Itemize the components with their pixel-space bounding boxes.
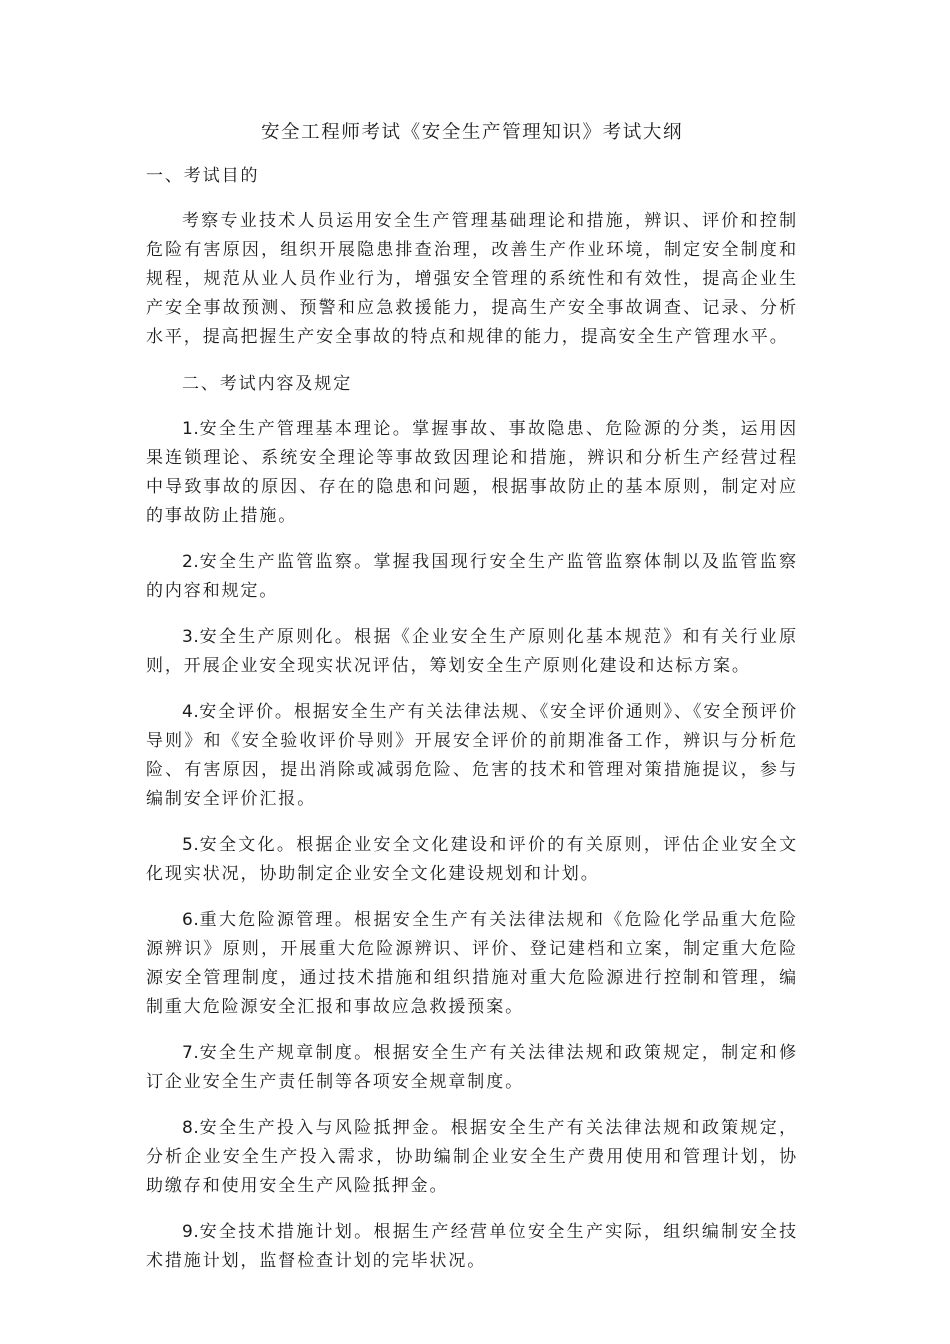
item-number: 5.: [182, 835, 200, 855]
item-text: 安全生产规章制度。根据安全生产有关法律法规和政策规定，制定和修订企业安全生产责任制等各项安全规章制度。: [146, 1043, 798, 1092]
list-item: [146, 831, 798, 889]
item-text: 安全文化。根据企业安全文化建设和评价的有关原则，评估企业安全文化现实状况，协助制定企业安全文化建设规划和计划。: [146, 835, 798, 884]
item-number: 3.: [182, 627, 200, 647]
list-item: [146, 906, 798, 1022]
item-text: 重大危险源管理。根据安全生产有关法律法规和《危险化学品重大危险源辨识》原则，开展重大危险源辨识、评价、登记建档和立案，制定重大危险源安全管理制度，通过技术措施和组织措施对重大危险源进行控制和管理，编制重大危险源安全汇报和事故应急救援预案。: [146, 910, 798, 1017]
item-number: 2.: [182, 552, 200, 572]
list-item: [146, 1039, 798, 1097]
item-text: 安全技术措施计划。根据生产经营单位安全生产实际，组织编制安全技术措施计划，监督检查计划的完毕状况。: [146, 1222, 798, 1271]
document-page: [146, 118, 798, 1293]
item-text: 安全生产原则化。根据《企业安全生产原则化基本规范》和有关行业原则，开展企业安全现实状况评估，筹划安全生产原则化建设和达标方案。: [146, 627, 798, 676]
section-heading-purpose: 一、考试目的: [146, 166, 260, 186]
item-text: 安全生产投入与风险抵押金。根据安全生产有关法律法规和政策规定，分析企业安全生产投入需求，协助编制企业安全生产费用使用和管理计划，协助缴存和使用安全生产风险抵押金。: [146, 1118, 798, 1196]
item-text: 安全评价。根据安全生产有关法律法规、《安全评价通则》、《安全预评价导则》和《安全验收评价导则》开展安全评价的前期准备工作，辨识与分析危险、有害原因，提出消除或减弱危险、危害的技术和管理对策措施提议，参与编制安全评价汇报。: [146, 702, 798, 809]
item-number: 4.: [182, 702, 200, 722]
item-number: 7.: [182, 1043, 200, 1063]
item-text: 安全生产监管监察。掌握我国现行安全生产监管监察体制以及监管监察的内容和规定。: [146, 552, 798, 601]
section-heading-content: 二、考试内容及规定: [182, 374, 353, 394]
list-item: [146, 548, 798, 606]
item-text: 安全生产管理基本理论。掌握事故、事故隐患、危险源的分类，运用因果连锁理论、系统安全理论等事故致因理论和措施，辨识和分析生产经营过程中导致事故的原因、存在的隐患和问题，根据事故防止的基本原则，制定对应的事故防止措施。: [146, 419, 798, 526]
document-title: 安全工程师考试《安全生产管理知识》考试大纲: [260, 122, 684, 143]
purpose-paragraph: 考察专业技术人员运用安全生产管理基础理论和措施，辨识、评价和控制危险有害原因，组织开展隐患排查治理，改善生产作业环境，制定安全制度和规程，规范从业人员作业行为，增强安全管理的系统性和有效性，提高企业生产安全事故预测、预警和应急救援能力，提高生产安全事故调查、记录、分析水平，提高把握生产安全事故的特点和规律的能力，提高安全生产管理水平。: [146, 211, 798, 347]
item-number: 8.: [182, 1118, 200, 1138]
item-number: 9.: [182, 1222, 200, 1242]
list-item: [146, 623, 798, 681]
item-number: 6.: [182, 910, 200, 930]
list-item: [146, 415, 798, 531]
item-number: 1.: [182, 419, 200, 439]
list-item: [146, 698, 798, 814]
list-item: [146, 1114, 798, 1201]
list-item: [146, 1218, 798, 1276]
